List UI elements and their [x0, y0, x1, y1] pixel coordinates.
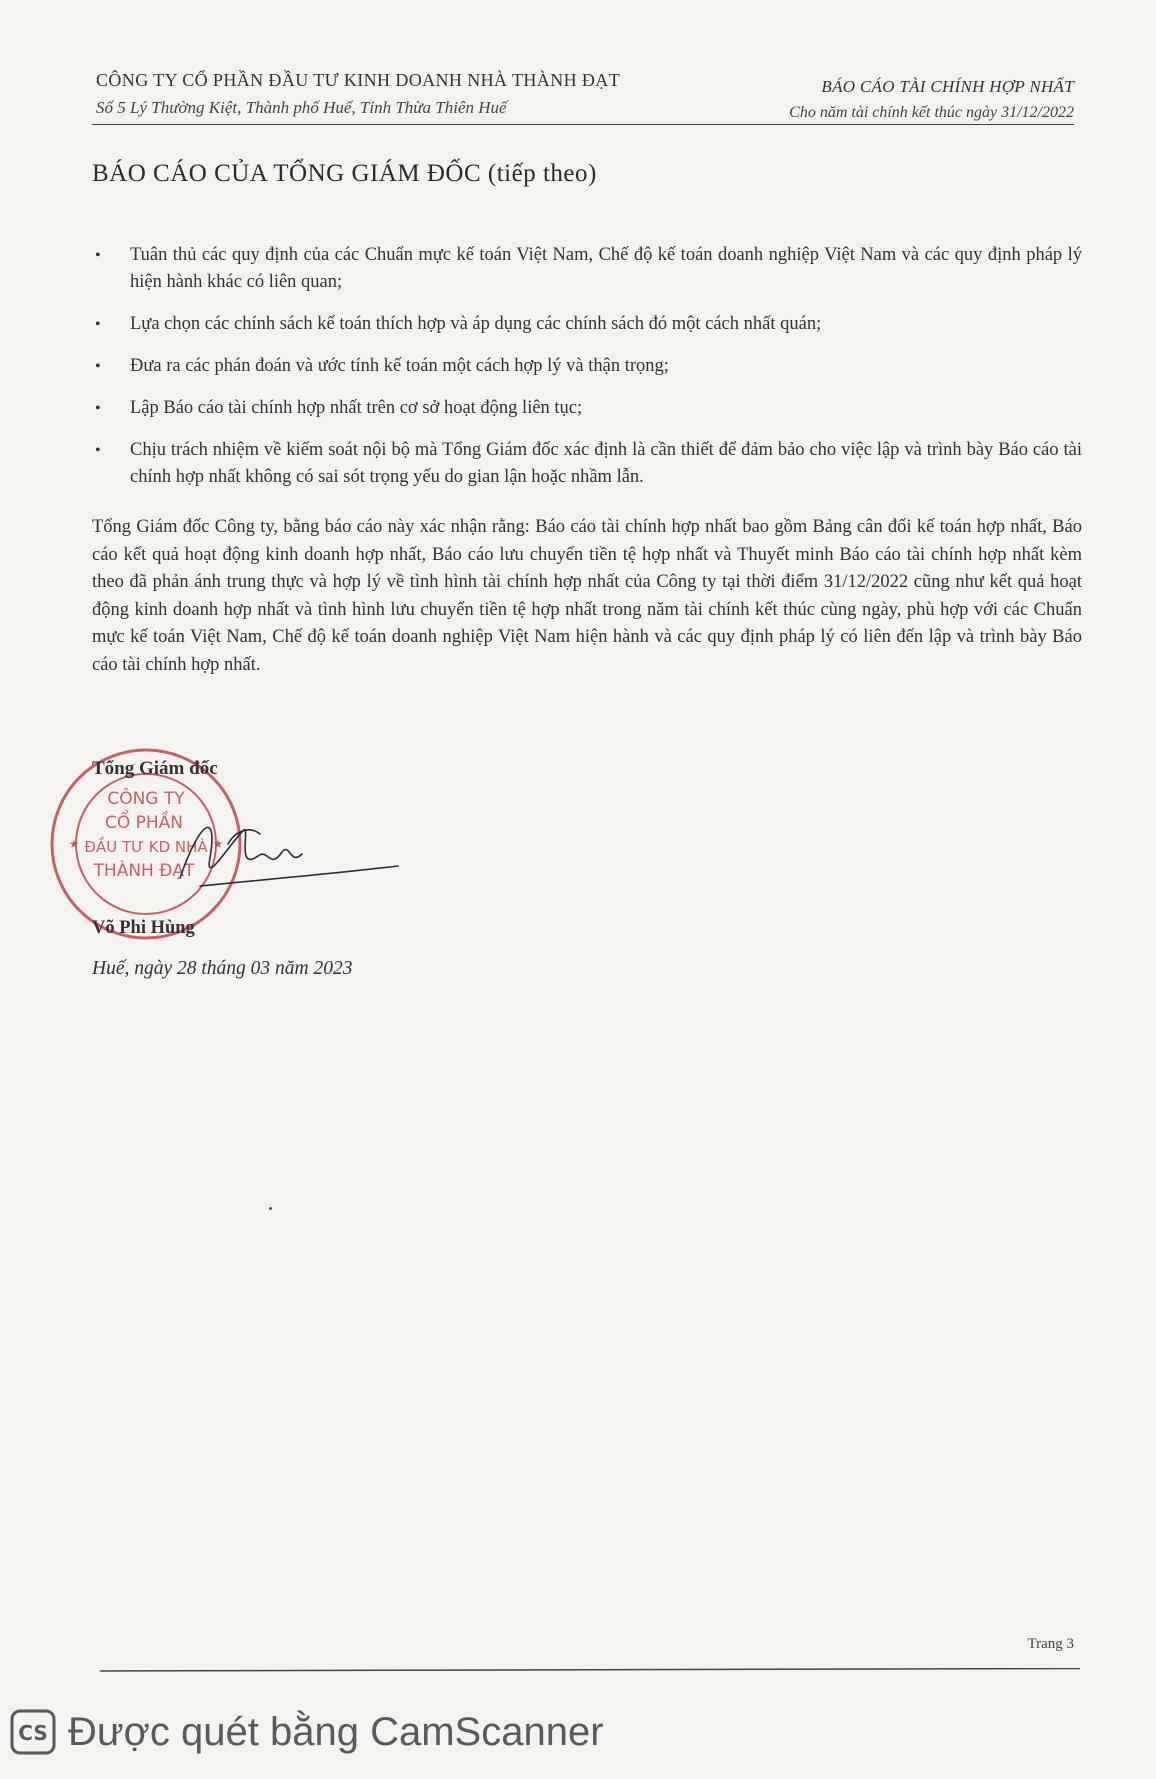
list-item — [92, 395, 1082, 422]
camscanner-logo-icon — [10, 1709, 56, 1755]
responsibility-list — [92, 242, 1082, 506]
svg-text:★: ★ — [68, 837, 80, 851]
signer-position: Tổng Giám đốc — [92, 758, 218, 779]
list-item-text: Đưa ra các phán đoán và ước tính kế toán một cách hợp lý và thận trọng; — [130, 356, 669, 376]
footer-divider — [100, 1668, 1080, 1672]
list-item-text: Tuân thủ các quy định của các Chuẩn mực kế toán Việt Nam, Chế độ kế toán doanh nghiệp Việt Nam và các quy định pháp lý hiện hành khác có liên quan; — [130, 245, 1082, 292]
signer-name: Võ Phi Hùng — [92, 918, 195, 938]
bullet-icon: • — [95, 316, 101, 333]
header-company-address: Số 5 Lý Thường Kiệt, Thành phố Huế, Tỉnh Thừa Thiên Huế — [96, 98, 507, 117]
list-item-text: Lập Báo cáo tài chính hợp nhất trên cơ sở hoạt động liên tục; — [130, 398, 583, 418]
signing-place-date: Huế, ngày 28 tháng 03 năm 2023 — [92, 958, 353, 979]
handwritten-signature — [140, 800, 400, 910]
scanner-watermark — [10, 1700, 604, 1764]
list-item — [92, 437, 1082, 491]
list-item — [92, 353, 1082, 380]
list-item — [92, 242, 1082, 296]
page-title: BÁO CÁO CỦA TỔNG GIÁM ĐỐC (tiếp theo) — [92, 160, 597, 187]
watermark-text: Được quét bằng CamScanner — [68, 1709, 604, 1754]
header-company-name: CÔNG TY CỔ PHẦN ĐẦU TƯ KINH DOANH NHÀ THÀNH ĐẠT — [96, 70, 621, 90]
scan-speck — [269, 1207, 272, 1210]
stamp-line-1: CÔNG TY — [107, 789, 185, 809]
stamp-line-2: CỔ PHẦN — [104, 813, 184, 833]
list-item-text: Lựa chọn các chính sách kế toán thích hợp và áp dụng các chính sách đó một cách nhất quán; — [130, 314, 822, 334]
list-item-text: Chịu trách nhiệm về kiểm soát nội bộ mà Tổng Giám đốc xác định là cần thiết để đảm bảo cho việc lập và trình bày Báo cáo tài chính hợp nhất không có sai sót trọng yếu do gian lận hoặc nhầm lẫn. — [130, 440, 1082, 487]
bullet-icon: • — [95, 442, 101, 459]
header-report-period: Cho năm tài chính kết thúc ngày 31/12/2022 — [789, 104, 1074, 121]
bullet-icon: • — [95, 358, 101, 375]
list-item — [92, 311, 1082, 338]
svg-text:★: ★ — [212, 837, 224, 851]
camscanner-logo-text: CS — [18, 1721, 48, 1745]
stamp-line-3: ĐẦU TƯ KD NHÀ — [84, 838, 208, 856]
stamp-line-4: THÀNH ĐẠT — [93, 861, 195, 881]
page-number: Trang 3 — [1027, 1636, 1074, 1652]
header-divider — [92, 124, 1074, 125]
confirmation-paragraph: Tổng Giám đốc Công ty, bằng báo cáo này xác nhận rằng: Báo cáo tài chính hợp nhất bao gồm Bảng cân đối kế toán hợp nhất, Báo cáo kết quả hoạt động kinh doanh hợp nhất, Báo cáo lưu chuyển tiền tệ hợp nhất và Thuyết minh Báo cáo tài chính hợp nhất kèm theo đã phản ánh trung thực và hợp lý về tình hình tài chính hợp nhất của Công ty tại thời điểm 31/12/2022 cũng như kết quả hoạt động kinh doanh hợp nhất và tình hình lưu chuyển tiền tệ hợp nhất trong năm tài chính kết thúc cùng ngày, phù hợp với các Chuẩn mực kế toán Việt Nam, Chế độ kế toán doanh nghiệp Việt Nam hiện hành và các quy định pháp lý có liên đến lập và trình bày Báo cáo tài chính hợp nhất. — [92, 517, 1082, 675]
header-report-name: BÁO CÁO TÀI CHÍNH HỢP NHẤT — [821, 77, 1074, 96]
bullet-icon: • — [95, 400, 101, 417]
bullet-icon: • — [95, 247, 101, 264]
